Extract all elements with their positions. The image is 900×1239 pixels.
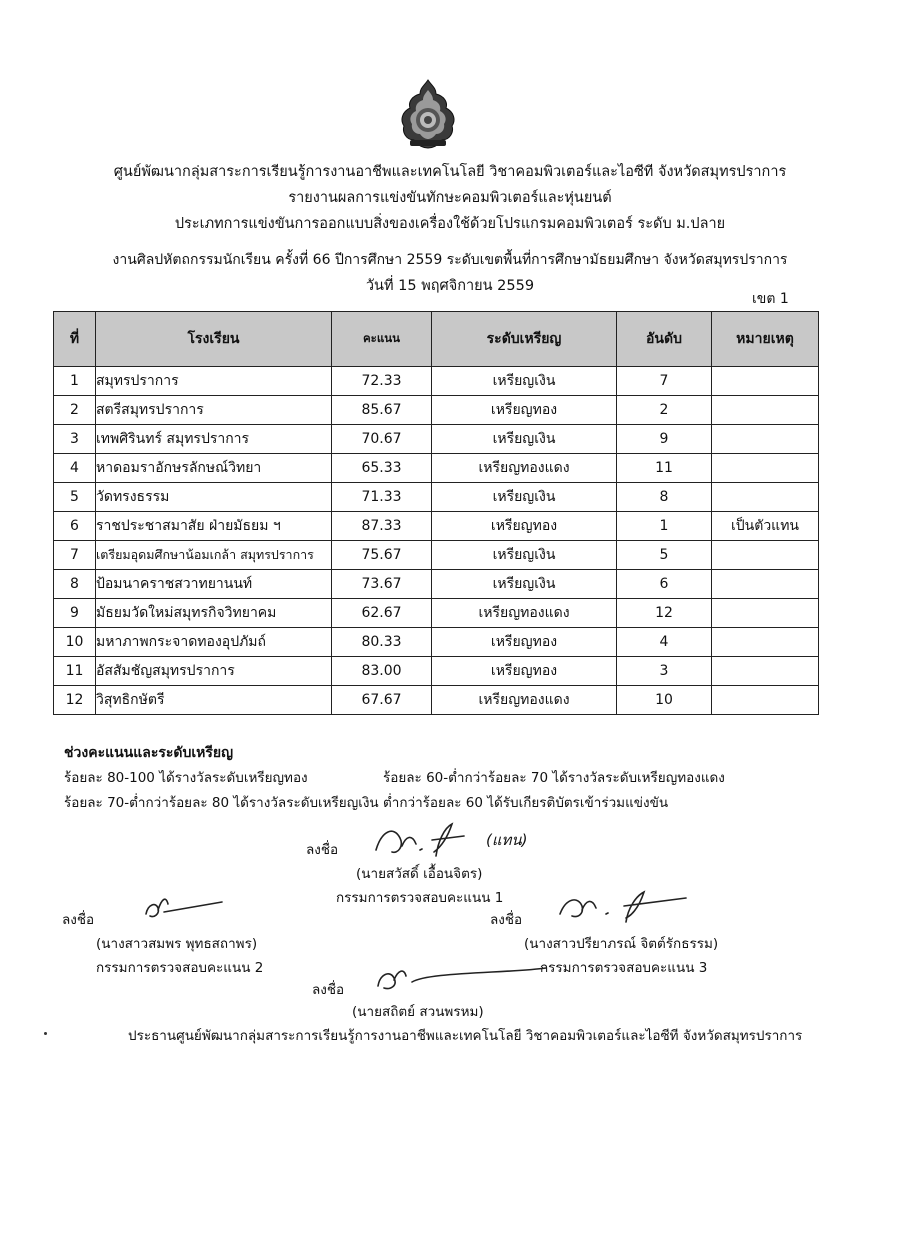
cell-remark: เป็นตัวแทน — [712, 512, 819, 541]
scan-speck — [44, 1032, 47, 1035]
cell-score: 62.67 — [332, 599, 432, 628]
cell-rank: 6 — [617, 570, 712, 599]
header-line-2: รายงานผลการแข่งขันทักษะคอมพิวเตอร์และหุ่นยนต์ — [288, 190, 612, 206]
criteria-title: ช่วงคะแนนและระดับเหรียญ — [64, 745, 234, 761]
cell-school: วิสุทธิกษัตรี — [96, 686, 332, 715]
cell-no: 4 — [54, 454, 96, 483]
results-table — [53, 311, 819, 715]
cell-score: 65.33 — [332, 454, 432, 483]
cell-medal: เหรียญทอง — [432, 657, 617, 686]
cell-school: ราชประชาสมาสัย ฝ่ายมัธยม ฯ — [96, 512, 332, 541]
judge3-role: กรรมการตรวจสอบคะแนน 3 — [540, 960, 708, 976]
cell-remark — [712, 454, 819, 483]
table-row — [54, 570, 819, 599]
cell-medal: เหรียญเงิน — [432, 425, 617, 454]
cell-medal: เหรียญทองแดง — [432, 686, 617, 715]
sign-label-judge3: ลงชื่อ — [490, 912, 523, 928]
cell-score: 83.00 — [332, 657, 432, 686]
criteria-participation: ต่ำกว่าร้อยละ 60 ได้รับเกียรติบัตรเข้าร่วมแข่งขัน — [383, 795, 669, 811]
cell-score: 85.67 — [332, 396, 432, 425]
cell-score: 67.67 — [332, 686, 432, 715]
cell-rank: 12 — [617, 599, 712, 628]
judge2-name: (นางสาวสมพร พุทธสถาพร) — [96, 936, 258, 952]
cell-remark — [712, 599, 819, 628]
cell-rank: 3 — [617, 657, 712, 686]
cell-school: สมุทรปราการ — [96, 367, 332, 396]
judge1-signature — [372, 816, 492, 860]
judge2-signature — [140, 888, 230, 924]
table-row — [54, 425, 819, 454]
table-row — [54, 657, 819, 686]
cell-medal: เหรียญทองแดง — [432, 599, 617, 628]
cell-remark — [712, 396, 819, 425]
emblem-seal-icon — [398, 78, 458, 150]
table-row — [54, 483, 819, 512]
cell-no: 10 — [54, 628, 96, 657]
cell-school: มหาภาพกระจาดทองอุปภัมถ์ — [96, 628, 332, 657]
cell-remark — [712, 686, 819, 715]
cell-medal: เหรียญเงิน — [432, 483, 617, 512]
cell-school: อัสสัมชัญสมุทรปราการ — [96, 657, 332, 686]
header-no: ที่ — [54, 312, 96, 367]
header-remark: หมายเหตุ — [712, 312, 819, 367]
header-date: วันที่ 15 พฤศจิกายน 2559 — [365, 278, 535, 294]
table-row — [54, 599, 819, 628]
cell-remark — [712, 483, 819, 512]
header-line-3: ประเภทการแข่งขันการออกแบบสิ่งของเครื่องใช้ด้วยโปรแกรมคอมพิวเตอร์ ระดับ ม.ปลาย — [174, 216, 726, 232]
cell-no: 3 — [54, 425, 96, 454]
criteria-bronze: ร้อยละ 60-ต่ำกว่าร้อยละ 70 ได้รางวัลระดับเหรียญทองแดง — [383, 770, 725, 786]
cell-no: 11 — [54, 657, 96, 686]
cell-school: ป้อมนาคราชสวาทยานนท์ — [96, 570, 332, 599]
cell-remark — [712, 425, 819, 454]
cell-school: วัดทรงธรรม — [96, 483, 332, 512]
criteria-silver: ร้อยละ 70-ต่ำกว่าร้อยละ 80 ได้รางวัลระดับเหรียญเงิน — [64, 795, 379, 811]
cell-medal: เหรียญทอง — [432, 512, 617, 541]
cell-school: มัธยมวัดใหม่สมุทรกิจวิทยาคม — [96, 599, 332, 628]
cell-no: 2 — [54, 396, 96, 425]
cell-remark — [712, 367, 819, 396]
cell-medal: เหรียญเงิน — [432, 541, 617, 570]
header-rank: อันดับ — [617, 312, 712, 367]
cell-school: หาดอมราอักษรลักษณ์วิทยา — [96, 454, 332, 483]
cell-remark — [712, 541, 819, 570]
cell-school: เทพศิรินทร์ สมุทรปราการ — [96, 425, 332, 454]
cell-score: 87.33 — [332, 512, 432, 541]
cell-rank: 11 — [617, 454, 712, 483]
cell-no: 12 — [54, 686, 96, 715]
table-row — [54, 512, 819, 541]
table-row — [54, 367, 819, 396]
judge1-name: (นายสวัสดิ์ เอื้อนจิตร) — [356, 866, 483, 882]
cell-remark — [712, 657, 819, 686]
judge1-note: (แทน) — [486, 831, 528, 849]
table-row — [54, 686, 819, 715]
cell-score: 75.67 — [332, 541, 432, 570]
zone-label: เขต 1 — [752, 291, 789, 307]
president-role: ประธานศูนย์พัฒนากลุ่มสาระการเรียนรู้การงานอาชีพและเทคโนโลยี วิชาคอมพิวเตอร์และไอซีที จังหวัดสมุทรปราการ — [128, 1028, 803, 1044]
cell-no: 9 — [54, 599, 96, 628]
cell-rank: 2 — [617, 396, 712, 425]
header-score: คะแนน — [332, 312, 432, 367]
cell-rank: 4 — [617, 628, 712, 657]
cell-medal: เหรียญเงิน — [432, 367, 617, 396]
cell-school: เตรียมอุดมศึกษาน้อมเกล้า สมุทรปราการ — [96, 541, 332, 570]
table-row — [54, 454, 819, 483]
cell-remark — [712, 570, 819, 599]
president-signature — [372, 956, 552, 996]
cell-rank: 7 — [617, 367, 712, 396]
cell-rank: 9 — [617, 425, 712, 454]
judge1-role: กรรมการตรวจสอบคะแนน 1 — [336, 890, 504, 906]
cell-medal: เหรียญทอง — [432, 628, 617, 657]
cell-score: 73.67 — [332, 570, 432, 599]
header-medal: ระดับเหรียญ — [432, 312, 617, 367]
table-row — [54, 541, 819, 570]
cell-medal: เหรียญทองแดง — [432, 454, 617, 483]
cell-score: 70.67 — [332, 425, 432, 454]
table-header-row — [54, 312, 819, 367]
cell-no: 7 — [54, 541, 96, 570]
cell-school: สตรีสมุทรปราการ — [96, 396, 332, 425]
cell-medal: เหรียญเงิน — [432, 570, 617, 599]
header-line-4: งานศิลปหัตถกรรมนักเรียน ครั้งที่ 66 ปีการศึกษา 2559 ระดับเขตพื้นที่การศึกษามัธยมศึกษา จังหวัดสมุทรปราการ — [112, 252, 788, 268]
cell-score: 71.33 — [332, 483, 432, 512]
judge3-name: (นางสาวปรียาภรณ์ จิตต์รักธรรม) — [524, 936, 719, 952]
cell-rank: 8 — [617, 483, 712, 512]
president-name: (นายสถิตย์ สวนพรหม) — [352, 1004, 484, 1020]
cell-no: 8 — [54, 570, 96, 599]
cell-score: 80.33 — [332, 628, 432, 657]
cell-rank: 1 — [617, 512, 712, 541]
cell-remark — [712, 628, 819, 657]
sign-label-judge1: ลงชื่อ — [306, 842, 339, 858]
cell-medal: เหรียญทอง — [432, 396, 617, 425]
sign-label-president: ลงชื่อ — [312, 982, 345, 998]
criteria-gold: ร้อยละ 80-100 ได้รางวัลระดับเหรียญทอง — [64, 770, 308, 786]
cell-rank: 5 — [617, 541, 712, 570]
cell-score: 72.33 — [332, 367, 432, 396]
header-line-1: ศูนย์พัฒนากลุ่มสาระการเรียนรู้การงานอาชีพและเทคโนโลยี วิชาคอมพิวเตอร์และไอซีที จังหวัดสมุทรปราการ — [113, 164, 787, 180]
table-row — [54, 396, 819, 425]
cell-no: 6 — [54, 512, 96, 541]
judge2-role: กรรมการตรวจสอบคะแนน 2 — [96, 960, 264, 976]
sign-label-judge2: ลงชื่อ — [62, 912, 95, 928]
judge3-signature — [556, 886, 696, 926]
table-row — [54, 628, 819, 657]
header-school: โรงเรียน — [96, 312, 332, 367]
cell-no: 1 — [54, 367, 96, 396]
cell-no: 5 — [54, 483, 96, 512]
cell-rank: 10 — [617, 686, 712, 715]
